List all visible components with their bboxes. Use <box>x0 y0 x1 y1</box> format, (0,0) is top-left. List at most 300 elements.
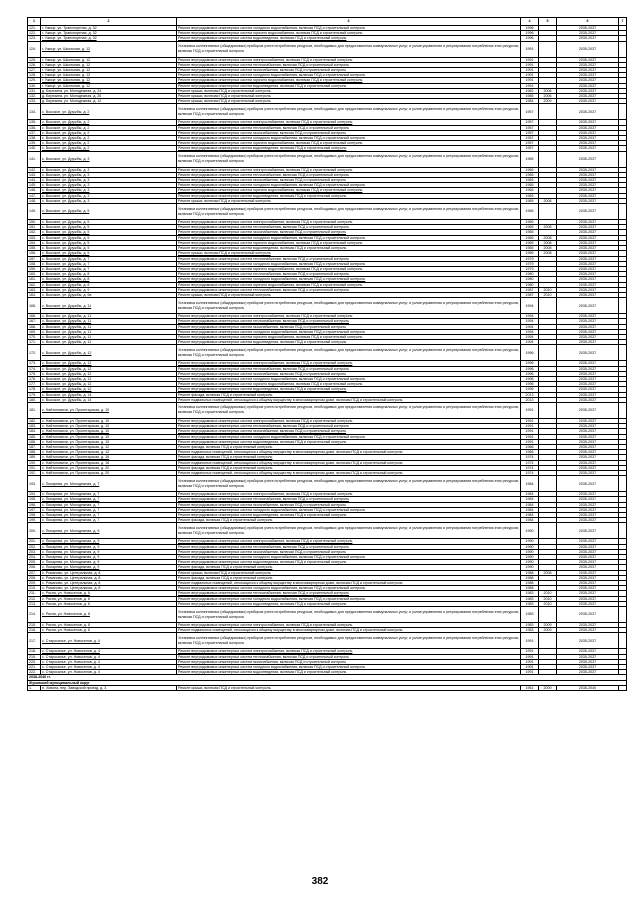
cell-address: с. Найтоповичи, ул. Пролетарская, д. 16 <box>41 460 177 465</box>
cell-extra <box>619 607 627 623</box>
cell-year-built: 1991 <box>521 633 539 649</box>
cell-year-built: 1965 <box>521 225 539 230</box>
cell-planned-period: 2035-2037 <box>557 26 619 31</box>
cell-year-built: 1991 <box>521 73 539 78</box>
table-row <box>28 104 627 120</box>
cell-year-built: 1966 <box>521 450 539 455</box>
cell-planned-period: 2035-2037 <box>557 151 619 167</box>
cell-row-number: 127. <box>28 68 41 73</box>
cell-year-last-repair: 2010 <box>539 601 557 606</box>
cell-year-built: 1974 <box>521 465 539 470</box>
cell-address: с. Высокое, ул. Дружбы, д. 2 <box>41 120 177 125</box>
cell-year-built: 1996 <box>521 382 539 387</box>
cell-work-type: Установка коллективных (общедомовых) приборов учета потребления ресурсов, необходимых для предоставления коммунальных услуг, и узлов управления и регулирования потребления этих ресурсов, включая ПСД и строительный контроль <box>177 523 521 539</box>
cell-year-built: 1984 <box>521 497 539 502</box>
cell-work-type: Ремонт крыши, включая ПСД и строительный контроль <box>177 292 521 297</box>
cell-work-type: Ремонт внутридомовых инженерных систем электроснабжения, включая ПСД и строительный контроль <box>177 220 521 225</box>
cell-planned-period: 2035-2037 <box>557 465 619 470</box>
cell-work-type: Ремонт внутридомовых инженерных систем электроснабжения, включая ПСД и строительный контроль <box>177 167 521 172</box>
cell-work-type: Ремонт подвальных помещений, относящихся к общему имуществу в многоквартирном доме, включая ПСД и строительный контроль <box>177 581 521 586</box>
cell-planned-period: 2035-2037 <box>557 654 619 659</box>
cell-planned-period: 2035-2037 <box>557 272 619 277</box>
cell-year-built: 1990 <box>521 565 539 570</box>
cell-work-type: Ремонт внутридомовых инженерных систем газоснабжения, включая ПСД и строительный контроль <box>177 68 521 73</box>
cell-work-type: Ремонт внутридомовых инженерных систем теплоснабжения, включая ПСД и строительный контроль <box>177 497 521 502</box>
cell-year-last-repair <box>539 402 557 418</box>
cell-year-built: 1965 <box>521 188 539 193</box>
cell-address: г. Ужице, ул. Школьная, д. 12 <box>41 68 177 73</box>
cell-address: с. Романово, ул. Центральная, д. 8 <box>41 570 177 575</box>
cell-row-number: 192. <box>28 471 41 476</box>
cell-planned-period: 2035-2037 <box>557 633 619 649</box>
cell-year-built: 1979 <box>521 261 539 266</box>
cell-year-built: 2013 <box>521 392 539 397</box>
cell-work-type: Ремонт внутридомовых инженерных систем электроснабжения, включая ПСД и строительный контроль <box>177 57 521 62</box>
cell-year-built: 1985 <box>521 94 539 99</box>
cell-work-type: Ремонт внутридомовых инженерных систем газоснабжения, включая ПСД и строительный контроль <box>177 549 521 554</box>
cell-planned-period: 2035-2037 <box>557 220 619 225</box>
cell-year-last-repair <box>539 204 557 220</box>
cell-address: с. Рясна, ул. Новоселов, д. 6 <box>41 601 177 606</box>
cell-work-type: Ремонт фасада, включая ПСД и строительный контроль <box>177 455 521 460</box>
cell-planned-period: 2035-2037 <box>557 94 619 99</box>
cell-work-type: Ремонт внутридомовых инженерных систем теплоснабжения, включая ПСД и строительный контроль <box>177 225 521 230</box>
cell-work-type: Ремонт внутридомовых инженерных систем водоотведения, включая ПСД и строительный контроль <box>177 36 521 41</box>
cell-planned-period: 2035-2037 <box>557 424 619 429</box>
cell-work-type: Установка коллективных (общедомовых) приборов учета потребления ресурсов, необходимых для предоставления коммунальных услуг, и узлов управления и регулирования потребления этих ресурсов, включая ПСД и строительный контроль <box>177 298 521 314</box>
cell-planned-period: 2035-2037 <box>557 387 619 392</box>
cell-address: с. Романово, ул. Центральная, д. 8 <box>41 581 177 586</box>
cell-year-built: 1965 <box>521 183 539 188</box>
cell-address: с. Высокое, ул. Дружбы, д. 11 <box>41 329 177 334</box>
cell-row-number: 138. <box>28 136 41 141</box>
cell-planned-period: 2035-2037 <box>557 376 619 381</box>
cell-planned-period: 2035-2037 <box>557 492 619 497</box>
cell-row-number: 155. <box>28 246 41 251</box>
cell-year-last-repair: 2008 <box>539 240 557 245</box>
cell-planned-period: 2035-2037 <box>557 125 619 130</box>
cell-planned-period: 2035-2037 <box>557 596 619 601</box>
cell-address: г. Ужице, ул. Транспортная, д. 32 <box>41 31 177 36</box>
cell-work-type: Ремонт внутридомовых инженерных систем холодного водоснабжения, включая ПСД и строительный контроль <box>177 277 521 282</box>
cell-year-built: 1965 <box>521 240 539 245</box>
cell-work-type: Ремонт внутридомовых инженерных систем газоснабжения, включая ПСД и строительный контроль <box>177 429 521 434</box>
cell-planned-period: 2035-2037 <box>557 565 619 570</box>
cell-row-number: 135. <box>28 120 41 125</box>
cell-address: с. Высокое, ул. Дружбы, д. 2 <box>41 130 177 135</box>
cell-work-type: Установка коллективных (общедомовых) приборов учета потребления ресурсов, необходимых для предоставления коммунальных услуг, и узлов управления и регулирования потребления этих ресурсов, включая ПСД и строительный контроль <box>177 607 521 623</box>
column-header-6: 6 <box>557 18 619 26</box>
table-row <box>28 633 627 649</box>
cell-work-type: Ремонт крыши, включая ПСД и строительный контроль <box>177 251 521 256</box>
cell-address: с. Высокое, ул. Дружбы, д. 8 <box>41 272 177 277</box>
cell-year-built: 1957 <box>521 136 539 141</box>
cell-row-number: 183. <box>28 424 41 429</box>
cell-planned-period: 2035-2037 <box>557 455 619 460</box>
cell-address: с. Найтоповичи, ул. Пролетарская, д. 10 <box>41 424 177 429</box>
cell-address: с. Высокое, ул. Дружбы, д. 3 <box>41 167 177 172</box>
cell-year-last-repair: 2006 <box>539 94 557 99</box>
cell-year-built: 1974 <box>521 471 539 476</box>
cell-work-type: Установка коллективных (общедомовых) приборов учета потребления ресурсов, необходимых для предоставления коммунальных услуг, и узлов управления и регулирования потребления этих ресурсов, включая ПСД и строительный контроль <box>177 476 521 492</box>
cell-work-type: Ремонт внутридомовых инженерных систем теплоснабжения, включая ПСД и строительный контроль <box>177 287 521 292</box>
cell-work-type: Ремонт внутридомовых инженерных систем холодного водоснабжения, включая ПСД и строительный контроль <box>177 329 521 334</box>
cell-planned-period: 2035-2037 <box>557 172 619 177</box>
cell-address: с. Старосалье, ул. Новоселов, д. 4 <box>41 659 177 664</box>
cell-year-built: 1996 <box>521 387 539 392</box>
cell-year-built: 1994 <box>521 329 539 334</box>
cell-row-number: 179. <box>28 392 41 397</box>
cell-extra <box>619 345 627 361</box>
cell-planned-period: 2035-2037 <box>557 319 619 324</box>
cell-address: с. Найтоповичи, ул. Пролетарская, д. 10 <box>41 418 177 423</box>
cell-work-type: Ремонт внутридомовых инженерных систем электроснабжения, включая ПСД и строительный контроль <box>177 623 521 628</box>
cell-year-built: 1965 <box>521 246 539 251</box>
cell-address: д. Березина, ул. Молодежная, д. 26 <box>41 94 177 99</box>
cell-row-number: 129. <box>28 78 41 83</box>
cell-planned-period: 2035-2037 <box>557 623 619 628</box>
cell-address: с. Высокое, ул. Дружбы, д. 5 <box>41 246 177 251</box>
cell-planned-period: 2035-2037 <box>557 204 619 220</box>
cell-planned-period: 2035-2037 <box>557 240 619 245</box>
cell-work-type: Ремонт фасада, включая ПСД и строительный контроль <box>177 444 521 449</box>
cell-year-built: 1994 <box>521 334 539 339</box>
cell-row-number: 193. <box>28 476 41 492</box>
cell-address: с. Писарева, ул. Молодежная, д. 7 <box>41 476 177 492</box>
cell-address: с. Высокое, ул. Дружбы, д. 2 <box>41 125 177 130</box>
cell-work-type: Ремонт внутридомовых инженерных систем газоснабжения, включая ПСД и строительный контроль <box>177 324 521 329</box>
cell-work-type: Ремонт внутридомовых инженерных систем водоотведения, включая ПСД и строительный контроль <box>177 83 521 88</box>
cell-row-number: 128. <box>28 73 41 78</box>
cell-work-type: Ремонт внутридомовых инженерных систем горячего водоснабжения, включая ПСД и строительный контроль <box>177 334 521 339</box>
cell-address: с. Высокое, ул. Дружбы, д. 12 <box>41 366 177 371</box>
cell-year-last-repair <box>539 633 557 649</box>
cell-year-built: 1991 <box>521 424 539 429</box>
cell-extra <box>619 204 627 220</box>
cell-row-number: 166. <box>28 314 41 319</box>
cell-address: г. Ужице, ул. Школьная, д. 12 <box>41 78 177 83</box>
cell-row-number: 173. <box>28 361 41 366</box>
cell-work-type: Ремонт внутридомовых инженерных систем холодного водоснабжения, включая ПСД и строительный контроль <box>177 596 521 601</box>
cell-address: с. Высокое, ул. Дружбы, д. 11 <box>41 334 177 339</box>
cell-address: с. Рясна, ул. Новоселов, д. 8 <box>41 607 177 623</box>
cell-planned-period: 2035-2037 <box>557 591 619 596</box>
document-page <box>27 17 626 691</box>
cell-planned-period: 2035-2037 <box>557 198 619 203</box>
cell-row-number: 209. <box>28 581 41 586</box>
cell-year-built: 1984 <box>521 502 539 507</box>
cell-row-number: 195. <box>28 497 41 502</box>
cell-address: с. Высокое, ул. Дружбы, д. 12 <box>41 345 177 361</box>
cell-row-number: 169. <box>28 329 41 334</box>
cell-year-built: 1991 <box>521 429 539 434</box>
cell-planned-period: 2035-2037 <box>557 287 619 292</box>
cell-row-number: 162. <box>28 282 41 287</box>
cell-address: с. Рясна, ул. Новоселов, д. 6 <box>41 596 177 601</box>
cell-address: с. Писарева, ул. Молодежная, д. 9 <box>41 555 177 560</box>
cell-year-built: 1965 <box>521 178 539 183</box>
cell-address: с. Высокое, ул. Дружбы, д. 12 <box>41 361 177 366</box>
cell-year-last-repair: 2008 <box>539 570 557 575</box>
cell-year-last-repair: 2010 <box>539 287 557 292</box>
cell-row-number: 208. <box>28 575 41 580</box>
cell-row-number: 214. <box>28 607 41 623</box>
cell-address: с. Писарева, ул. Молодежная, д. 7 <box>41 497 177 502</box>
cell-address: с. Высокое, ул. Дружбы, д. 2 <box>41 146 177 151</box>
table-row <box>28 476 627 492</box>
cell-row-number: 213. <box>28 601 41 606</box>
cell-year-built: 1991 <box>521 670 539 675</box>
page-number: 382 <box>311 876 329 887</box>
cell-extra <box>619 476 627 492</box>
cell-work-type: Ремонт внутридомовых инженерных систем горячего водоснабжения, включая ПСД и строительный контроль <box>177 78 521 83</box>
cell-address: с. Высокое, ул. Дружбы, д. 3 <box>41 151 177 167</box>
cell-address: с. Писарева, ул. Молодежная, д. 9 <box>41 544 177 549</box>
cell-address: с. Романово, ул. Центральная, д. 8 <box>41 586 177 591</box>
cell-year-built: 1991 <box>521 402 539 418</box>
cell-address: с. Высокое, ул. Дружбы, д. 8 <box>41 277 177 282</box>
cell-year-last-repair: 2010 <box>539 292 557 297</box>
cell-work-type: Ремонт крыши, включая ПСД и строительный контроль <box>177 198 521 203</box>
cell-year-last-repair: 2008 <box>539 251 557 256</box>
cell-year-built: 1980 <box>521 277 539 282</box>
cell-work-type: Ремонт внутридомовых инженерных систем газоснабжения, включая ПСД и строительный контроль <box>177 130 521 135</box>
cell-year-built: 1991 <box>521 78 539 83</box>
cell-planned-period: 2035-2037 <box>557 57 619 62</box>
cell-address: с. Высокое, ул. Дружбы, д. 2 <box>41 136 177 141</box>
cell-year-built: 1982 <box>521 88 539 93</box>
cell-address: с. Высокое, ул. Дружбы, д. 12 <box>41 376 177 381</box>
cell-row-number: 136. <box>28 125 41 130</box>
cell-planned-period: 2035-2037 <box>557 544 619 549</box>
cell-work-type: Ремонт внутридомовых инженерных систем теплоснабжения, включая ПСД и строительный контроль <box>177 256 521 261</box>
section-heading: 2038-2040 гг. <box>28 675 627 680</box>
cell-planned-period: 2035-2037 <box>557 555 619 560</box>
cell-year-built: 1983 <box>521 591 539 596</box>
cell-year-last-repair: 2010 <box>539 596 557 601</box>
cell-year-built: 1965 <box>521 220 539 225</box>
cell-work-type: Ремонт внутридомовых инженерных систем холодного водоснабжения, включая ПСД и строительный контроль <box>177 555 521 560</box>
cell-year-last-repair <box>539 607 557 623</box>
cell-year-built: 1984 <box>521 518 539 523</box>
cell-row-number: 154. <box>28 240 41 245</box>
cell-year-built: 1983 <box>521 596 539 601</box>
cell-year-built: 1974 <box>521 455 539 460</box>
cell-planned-period: 2035-2037 <box>557 68 619 73</box>
cell-row-number: 149. <box>28 204 41 220</box>
cell-row-number: 172. <box>28 345 41 361</box>
cell-address: г. Ужице, ул. Транспортная, д. 32 <box>41 36 177 41</box>
cell-row-number: 1. <box>28 685 41 690</box>
cell-year-last-repair <box>539 345 557 361</box>
cell-address: с. Высокое, ул. Дружбы, д. 14 <box>41 397 177 402</box>
cell-work-type: Ремонт внутридомовых инженерных систем теплоснабжения, включая ПСД и строительный контроль <box>177 424 521 429</box>
cell-planned-period: 2035-2037 <box>557 659 619 664</box>
cell-planned-period: 2035-2037 <box>557 256 619 261</box>
cell-planned-period: 2035-2037 <box>557 439 619 444</box>
cell-planned-period: 2035-2037 <box>557 146 619 151</box>
cell-address: с. Высокое, ул. Дружбы, д. 3 <box>41 183 177 188</box>
cell-address: с. Найтоповичи, ул. Пролетарская, д. 10 <box>41 402 177 418</box>
cell-planned-period: 2035-2037 <box>557 665 619 670</box>
cell-work-type: Ремонт подвальных помещений, относящихся к общему имуществу в многоквартирном доме, включая ПСД и строительный контроль <box>177 460 521 465</box>
cell-work-type: Ремонт фасада, включая ПСД и строительный контроль <box>177 392 521 397</box>
cell-address: с. Писарева, ул. Молодежная, д. 9 <box>41 560 177 565</box>
cell-planned-period: 2035-2037 <box>557 73 619 78</box>
cell-year-built: 1957 <box>521 104 539 120</box>
cell-planned-period: 2035-2037 <box>557 497 619 502</box>
cell-row-number: 143. <box>28 172 41 177</box>
cell-planned-period: 2035-2037 <box>557 418 619 423</box>
cell-address: с. Высокое, ул. Дружбы, д. 11 <box>41 340 177 345</box>
table-header-row <box>28 18 627 26</box>
cell-row-number: 202. <box>28 544 41 549</box>
column-header-3: 3 <box>177 18 521 26</box>
cell-work-type: Установка коллективных (общедомовых) приборов учета потребления ресурсов, необходимых для предоставления коммунальных услуг, и узлов управления и регулирования потребления этих ресурсов, включая ПСД и строительный контроль <box>177 104 521 120</box>
cell-year-last-repair <box>539 523 557 539</box>
cell-row-number: 124. <box>28 41 41 57</box>
cell-address: с. Высокое, ул. Дружбы, д. 3 <box>41 172 177 177</box>
cell-work-type: Ремонт внутридомовых инженерных систем водоотведения, включая ПСД и строительный контроль <box>177 439 521 444</box>
cell-row-number: 216. <box>28 628 41 633</box>
cell-address: с. Романово, ул. Центральная, д. 8 <box>41 575 177 580</box>
cell-year-built: 1991 <box>521 418 539 423</box>
table-row <box>28 151 627 167</box>
cell-work-type: Ремонт внутридомовых инженерных систем газоснабжения, включая ПСД и строительный контроль <box>177 659 521 664</box>
cell-planned-period: 2035-2037 <box>557 188 619 193</box>
cell-address: г. Ужице, ул. Школьная, д. 12 <box>41 62 177 67</box>
cell-planned-period: 2035-2037 <box>557 392 619 397</box>
cell-extra <box>619 41 627 57</box>
cell-planned-period: 2035-2037 <box>557 130 619 135</box>
cell-work-type: Ремонт внутридомовых инженерных систем холодного водоснабжения, включая ПСД и строительный контроль <box>177 434 521 439</box>
cell-year-built: 1991 <box>521 68 539 73</box>
cell-year-built: 1965 <box>521 151 539 167</box>
cell-year-built: 1988 <box>521 586 539 591</box>
cell-address: с. Высокое, ул. Дружбы, д. 12 <box>41 371 177 376</box>
cell-work-type: Ремонт внутридомовых инженерных систем водоотведения, включая ПСД и строительный контроль <box>177 387 521 392</box>
cell-work-type: Ремонт внутридомовых инженерных систем горячего водоснабжения, включая ПСД и строительный контроль <box>177 240 521 245</box>
cell-work-type: Ремонт внутридомовых инженерных систем холодного водоснабжения, включая ПСД и строительный контроль <box>177 73 521 78</box>
cell-year-built: 1991 <box>521 83 539 88</box>
cell-work-type: Ремонт внутридомовых инженерных систем водоотведения, включая ПСД и строительный контроль <box>177 560 521 565</box>
cell-year-last-repair: 2008 <box>539 225 557 230</box>
cell-address: с. Рясна, ул. Новоселов, д. 8 <box>41 628 177 633</box>
column-header-2: 2 <box>41 18 177 26</box>
cell-work-type: Ремонт внутридомовых инженерных систем теплоснабжения, включая ПСД и строительный контроль <box>177 272 521 277</box>
cell-planned-period: 2035-2037 <box>557 429 619 434</box>
cell-address: с. Высокое, ул. Дружбы, д. 11 <box>41 314 177 319</box>
table-row <box>28 685 627 690</box>
cell-year-built: 1966 <box>521 444 539 449</box>
cell-row-number: 212. <box>28 596 41 601</box>
cell-address: с. Писарева, ул. Молодежная, д. 9 <box>41 549 177 554</box>
cell-planned-period: 2035-2037 <box>557 31 619 36</box>
cell-row-number: 132. <box>28 94 41 99</box>
cell-address: с. Высокое, ул. Дружбы, д. 11 <box>41 319 177 324</box>
column-header-1: 1 <box>28 18 41 26</box>
cell-planned-period: 2035-2037 <box>557 120 619 125</box>
cell-row-number: 168. <box>28 324 41 329</box>
cell-row-number: 134. <box>28 104 41 120</box>
cell-work-type: Ремонт внутридомовых инженерных систем горячего водоснабжения, включая ПСД и строительный контроль <box>177 141 521 146</box>
cell-year-built: 1996 <box>521 26 539 31</box>
cell-planned-period: 2035-2037 <box>557 235 619 240</box>
cell-year-built: 1984 <box>521 476 539 492</box>
cell-row-number: 181. <box>28 402 41 418</box>
cell-row-number: 121. <box>28 26 41 31</box>
cell-address: с. Писарева, ул. Молодежная, д. 7 <box>41 507 177 512</box>
cell-planned-period: 2035-2037 <box>557 282 619 287</box>
cell-address: г. Ужице, ул. Школьная, д. 12 <box>41 73 177 78</box>
cell-planned-period: 2035-2037 <box>557 298 619 314</box>
cell-row-number: 123. <box>28 36 41 41</box>
cell-row-number: 175. <box>28 371 41 376</box>
cell-row-number: 131. <box>28 88 41 93</box>
cell-row-number: 158. <box>28 261 41 266</box>
cell-address: с. Высокое, ул. Дружбы, д. 5 <box>41 220 177 225</box>
cell-planned-period: 2035-2037 <box>557 471 619 476</box>
cell-year-built: 1996 <box>521 376 539 381</box>
cell-year-built: 1991 <box>521 62 539 67</box>
cell-work-type: Ремонт внутридомовых инженерных систем холодного водоснабжения, включая ПСД и строительный контроль <box>177 26 521 31</box>
cell-year-built: 1990 <box>521 544 539 549</box>
cell-row-number: 148. <box>28 198 41 203</box>
cell-work-type: Ремонт внутридомовых инженерных систем водоотведения, включая ПСД и строительный контроль <box>177 670 521 675</box>
cell-row-number: 185. <box>28 434 41 439</box>
cell-row-number: 141. <box>28 151 41 167</box>
cell-row-number: 182. <box>28 418 41 423</box>
cell-row-number: 137. <box>28 130 41 135</box>
cell-row-number: 221. <box>28 665 41 670</box>
cell-work-type: Ремонт подвальных помещений, относящихся к общему имуществу в многоквартирном доме, включая ПСД и строительный контроль <box>177 628 521 633</box>
cell-address: с. Высокое, ул. Дружбы, д. 5 <box>41 230 177 235</box>
cell-address: г. Ужице, ул. Школьная, д. 12 <box>41 57 177 62</box>
cell-address: с. Высокое, ул. Дружбы, д. 12 <box>41 382 177 387</box>
cell-year-last-repair <box>539 298 557 314</box>
cell-row-number: 177. <box>28 382 41 387</box>
section-heading: Жуковский муниципальный округ <box>28 680 627 685</box>
cell-year-built: 1990 <box>521 560 539 565</box>
cell-address: с. Старосалье, ул. Новоселов, д. 4 <box>41 649 177 654</box>
cell-work-type: Ремонт внутридомовых инженерных систем водоотведения, включая ПСД и строительный контроль <box>177 146 521 151</box>
cell-year-built: 1991 <box>521 41 539 57</box>
cell-planned-period: 2035-2037 <box>557 601 619 606</box>
cell-row-number: 147. <box>28 193 41 198</box>
cell-year-last-repair: 2009 <box>539 623 557 628</box>
cell-address: с. Высокое, ул. Дружбы, д. 2 <box>41 141 177 146</box>
table-row <box>28 204 627 220</box>
cell-planned-period: 2035-2037 <box>557 371 619 376</box>
cell-planned-period: 2035-2037 <box>557 581 619 586</box>
cell-row-number: 171. <box>28 340 41 345</box>
cell-work-type: Ремонт внутридомовых инженерных систем электроснабжения, включая ПСД и строительный контроль <box>177 314 521 319</box>
cell-year-built: 1994 <box>521 314 539 319</box>
cell-work-type: Ремонт внутридомовых инженерных систем водоотведения, включая ПСД и строительный контроль <box>177 513 521 518</box>
cell-work-type: Ремонт внутридомовых инженерных систем водоотведения, включая ПСД и строительный контроль <box>177 601 521 606</box>
cell-planned-period: 2035-2037 <box>557 141 619 146</box>
cell-work-type: Ремонт внутридомовых инженерных систем теплоснабжения, включая ПСД и строительный контроль <box>177 591 521 596</box>
cell-extra <box>619 633 627 649</box>
cell-work-type: Ремонт внутридомовых инженерных систем теплоснабжения, включая ПСД и строительный контроль <box>177 654 521 659</box>
cell-row-number: 156. <box>28 251 41 256</box>
cell-year-last-repair <box>539 476 557 492</box>
cell-year-last-repair: 2009 <box>539 628 557 633</box>
cell-work-type: Ремонт внутридомовых инженерных систем холодного водоснабжения, включая ПСД и строительный контроль <box>177 183 521 188</box>
cell-planned-period: 2035-2037 <box>557 99 619 104</box>
cell-planned-period: 2035-2037 <box>557 513 619 518</box>
cell-row-number: 130. <box>28 83 41 88</box>
